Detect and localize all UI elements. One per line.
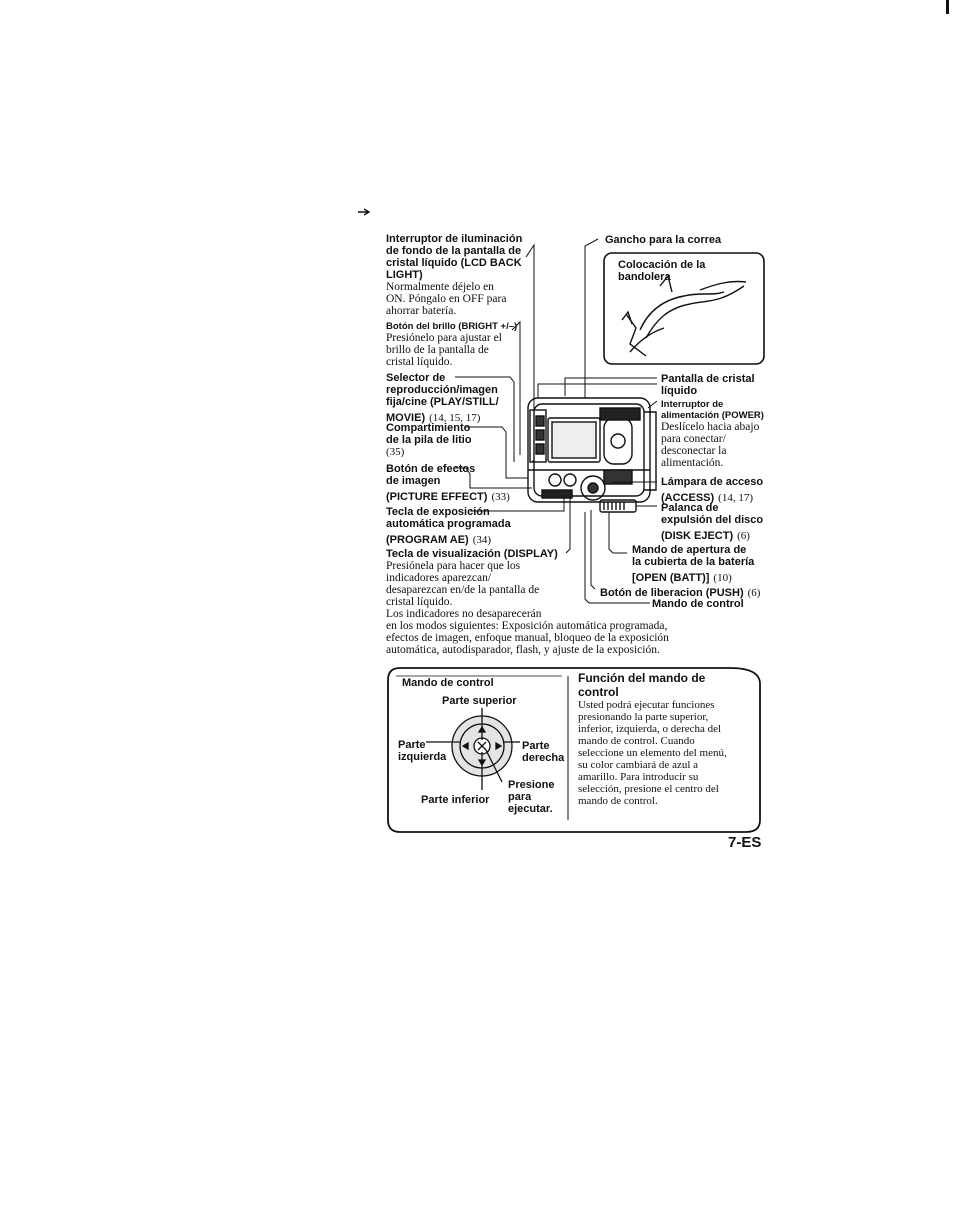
display-note-3: efectos de imagen, enfoque manual, bloqueo de la exposición [386,632,669,644]
program-ae-title-2: automática programada [386,518,511,530]
control-top-label: Parte superior [442,695,517,707]
power-desc-3: desconectar la [661,445,727,457]
access-title-1: Lámpara de acceso [661,476,764,488]
power-desc-1: Deslícelo hacia abajo [661,421,760,433]
battery-title-1: Compartimiento [386,422,471,434]
control-press-1: Presione [508,779,555,791]
selector-label [386,372,511,426]
effects-title-2: de imagen [386,475,441,487]
control-label: Mando de control [652,598,744,610]
open-batt-ref: (10) [713,572,732,584]
func-desc-3: inferior, izquierda, o derecha del [578,723,722,735]
open-batt-label [632,544,772,586]
func-desc-2: presionando la parte superior, [578,711,709,723]
func-desc-7: amarillo. Para introducir su [578,771,699,783]
display-label [386,548,586,608]
control-box-header: Mando de control [402,677,494,689]
display-note-4: automática, autodisparador, flash, y ajuste de la exposición. [386,644,660,656]
control-function-text [578,671,756,807]
selector-title-3: fija/cine (PLAY/STILL/ [386,396,499,408]
control-left-2: izquierda [398,751,447,763]
bright-desc-1: Presiónelo para ajustar el [386,332,502,344]
selector-ref: (14, 15, 17) [429,412,481,424]
control-press-2: para [508,791,532,803]
control-right-1: Parte [522,740,550,752]
disk-eject-title-1: Palanca de [661,502,719,514]
strap-illustration [622,276,746,356]
bright-title: Botón del brillo (BRIGHT +/–) [386,321,518,332]
control-right-label [522,740,564,764]
control-bottom-label: Parte inferior [421,794,490,806]
display-note-1: Los indicadores no desaparecerán [386,608,542,620]
control-left-1: Parte [398,739,426,751]
selector-title-1: Selector de [386,372,446,384]
disk-eject-title-3: (DISK EJECT) [661,530,734,542]
disk-eject-ref: (6) [737,530,750,542]
lcd-screen-2: líquido [661,385,698,397]
power-desc-4: alimentación. [661,457,724,469]
func-desc-9: mando de control. [578,795,658,807]
strap-hook-label: Gancho para la correa [605,234,722,246]
push-ref: (6) [747,587,761,599]
display-note [386,608,746,656]
strap-box-title-1: Colocación de la [618,259,706,271]
battery-ref: (35) [386,446,405,458]
power-title-1: Interruptor de [661,399,724,410]
lcd-backlight-title-3: cristal líquido (LCD BACK [386,257,522,269]
control-left-label [398,739,446,763]
disk-eject-label [661,502,781,544]
lcd-backlight-desc-1: Normalmente déjelo en [386,281,494,293]
power-title-2: alimentación (POWER) [661,410,764,421]
func-title-1: Función del mando de [578,671,706,685]
program-ae-title-1: Tecla de exposición [386,506,490,518]
program-ae-label [386,506,536,548]
selector-title-4: MOVIE) [386,412,426,424]
strap-box-title [618,259,738,283]
power-label [661,399,781,469]
func-desc-8: selección, presione el centro del [578,783,719,795]
lcd-backlight-label [386,233,536,317]
strap-box-title-2: bandolera [618,271,671,283]
func-desc-1: Usted podrá ejecutar funciones [578,699,715,711]
display-desc-4: cristal líquido. [386,596,453,608]
lcd-backlight-desc-3: ahorrar batería. [386,305,457,317]
display-desc-2: indicadores aparezcan/ [386,572,492,584]
push-title: Botón de liberacion (PUSH) [600,587,744,599]
effects-title-3: (PICTURE EFFECT) [386,491,488,503]
lcd-backlight-title-4: LIGHT) [386,269,423,281]
effects-label [386,463,516,505]
display-desc-3: desaparezcan en/de la pantalla de [386,584,540,596]
camera-illustration [528,398,656,512]
lcd-backlight-desc-2: ON. Póngalo en OFF para [386,293,507,305]
control-right-2: derecha [522,752,565,764]
bright-desc-3: cristal líquido. [386,356,453,368]
func-desc-5: seleccione un elemento del menú, [578,747,727,759]
power-desc-2: para conectar/ [661,433,726,445]
bright-desc-2: brillo de la pantalla de [386,344,489,356]
display-desc-1: Presiónela para hacer que los [386,560,521,572]
program-ae-ref: (34) [472,534,492,546]
disk-eject-title-2: expulsión del disco [661,514,764,526]
func-desc-6: su color cambiará de azul a [578,759,699,771]
selector-title-2: reproducción/imagen [386,384,498,396]
battery-title-2: de la pila de litio [386,434,472,446]
open-batt-title-3: [OPEN (BATT)] [632,572,710,584]
effects-title-1: Botón de efectos [386,463,476,475]
lcd-backlight-title-1: Interruptor de iluminación [386,233,523,245]
control-press-3: ejecutar. [508,803,553,815]
open-batt-title-1: Mando de apertura de [632,544,747,556]
display-note-2: en los modos siguientes: Exposición automática programada, [386,620,668,632]
func-desc-4: mando de control. Cuando [578,735,695,747]
display-title: Tecla de visualización (DISPLAY) [386,548,558,560]
lcd-screen-1: Pantalla de cristal [661,373,755,385]
func-title-2: control [578,685,619,699]
access-title-2: (ACCESS) [661,492,715,504]
lcd-screen-label [661,373,781,397]
program-ae-title-3: (PROGRAM AE) [386,534,469,546]
open-batt-title-2: la cubierta de la batería [632,556,755,568]
page-number: 7-ES [728,834,762,851]
effects-ref: (33) [491,491,510,503]
access-ref: (14, 17) [718,492,753,504]
battery-label [386,422,506,458]
lcd-backlight-title-2: de fondo de la pantalla de [386,245,522,257]
control-press-label [508,779,554,815]
bright-label [386,321,521,368]
